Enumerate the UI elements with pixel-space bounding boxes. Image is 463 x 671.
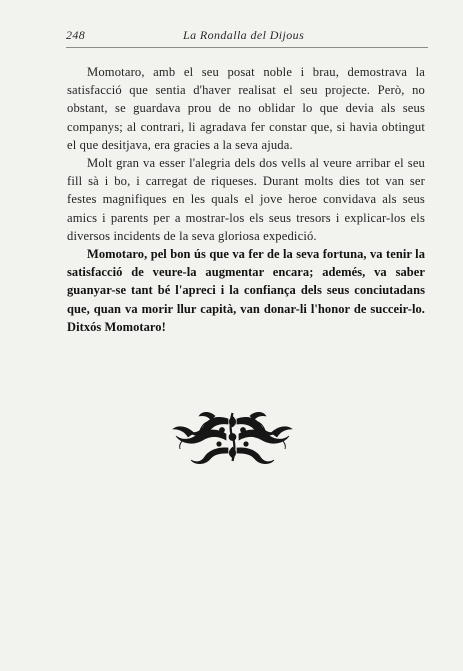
paragraph-3: Momotaro, pel bon ús que va fer de la seva fortuna, va tenir la satisfacció de veure-la augmentar encara; ademés, va saber guanyar-se tant bé l'apreci i la confiança dels seus conciutadans que, quan va morir llur capità, van donar-li l'honor de succeir-lo. Ditxós Momotaro! — [67, 247, 425, 334]
floral-vignette-icon — [170, 409, 295, 465]
body-text — [67, 63, 425, 336]
page-header — [66, 28, 428, 46]
running-title: La Rondalla del Dijous — [183, 28, 305, 42]
header-rule — [66, 47, 428, 48]
paragraph-2: Molt gran va esser l'alegria dels dos vells al veure arribar el seu fill sà i bo, i carregat de riqueses. Durant molts dies tot van ser festes magnifiques en les quals el jove heroe convidava als seus amics i parents per a mostrar-los els seus tresors i explicar-los els diversos incidents de la seva gloriosa expedició. — [67, 156, 425, 243]
page-number: 248 — [66, 28, 86, 42]
paragraph-1: Momotaro, amb el seu posat noble i brau, demostrava la satisfacció que sentia d'haver realisat el seu projecte. Però, no obstant, se guardava prou de no oblidar lo que devia als seus companys; al contrari, li agradava fer constar que, si havia obtingut el que desitjava, era gracies a la seva ajuda. — [67, 65, 425, 152]
